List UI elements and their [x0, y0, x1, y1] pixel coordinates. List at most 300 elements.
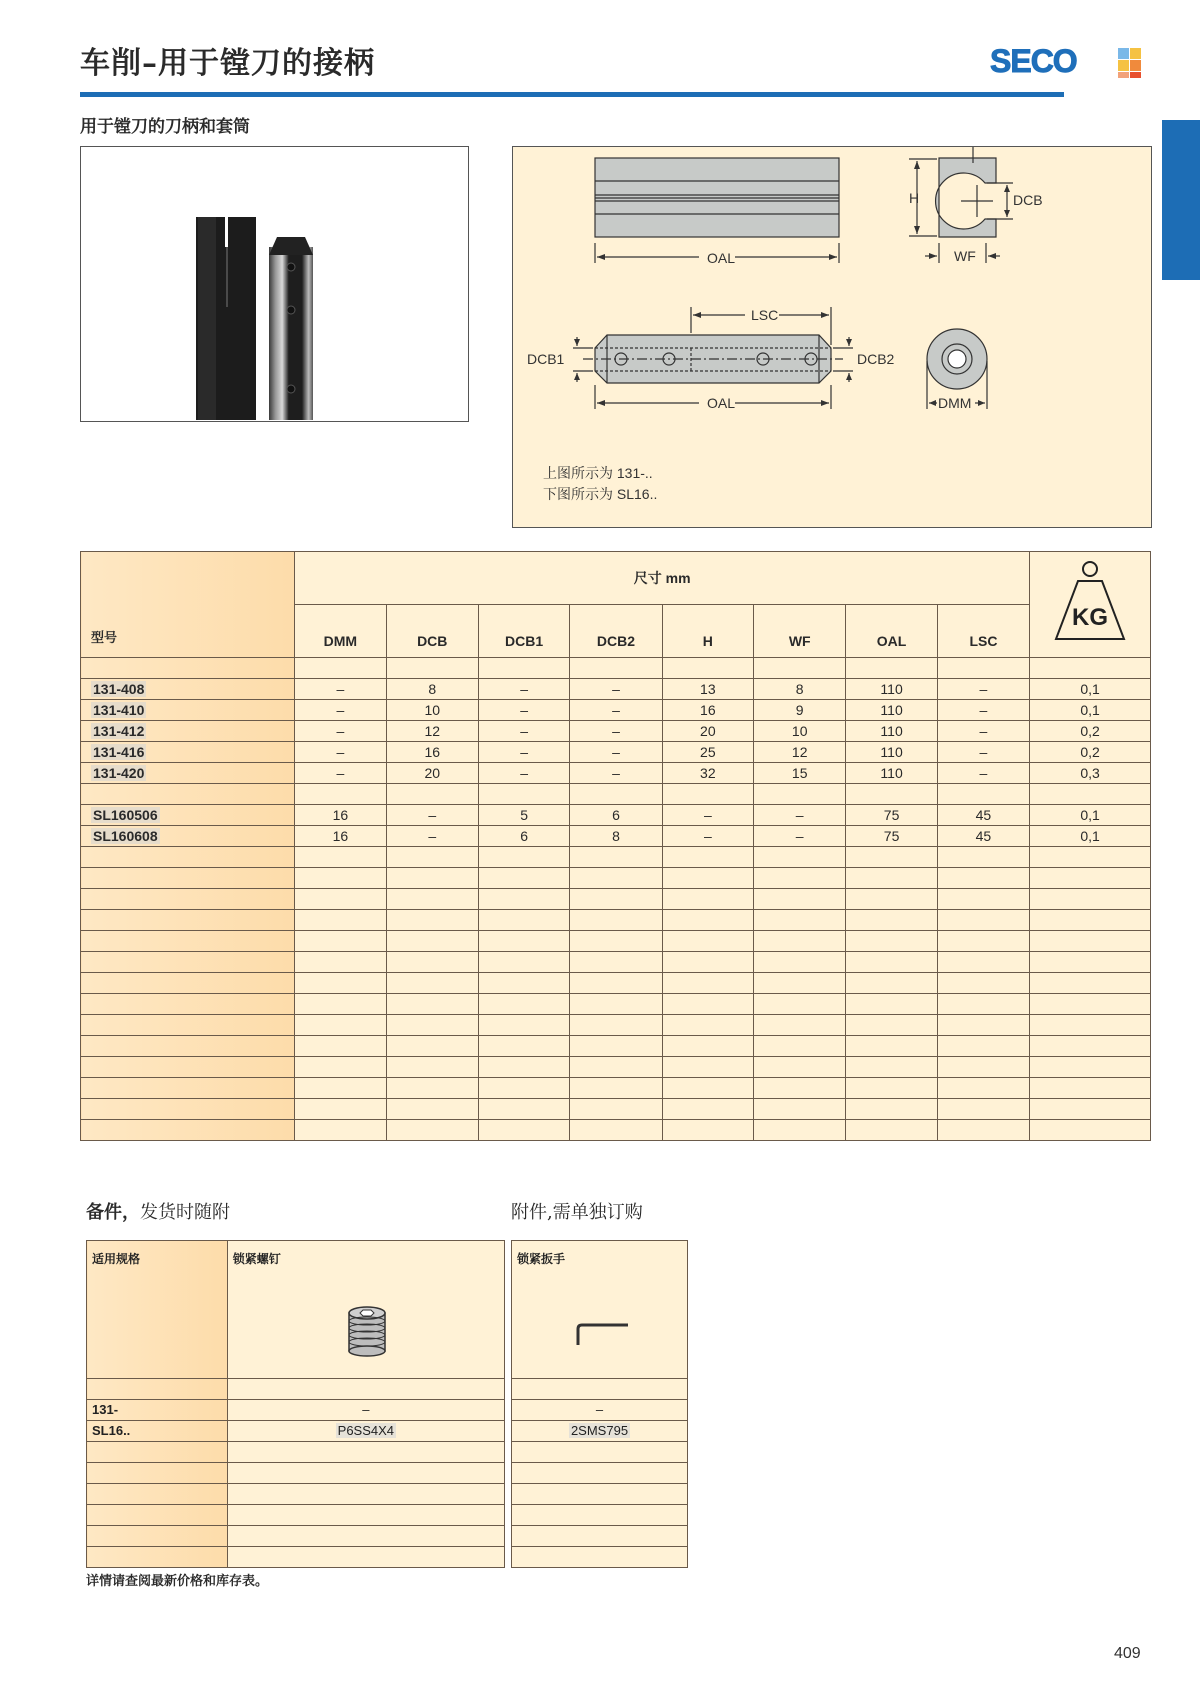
cell-lsc: [937, 973, 1029, 994]
cell-lsc: –: [937, 742, 1029, 763]
cell-wrench: [512, 1526, 688, 1547]
accessory-row-empty: [512, 1526, 688, 1547]
dim-label-oal: OAL: [707, 250, 736, 266]
cell-wf: [754, 952, 846, 973]
cell-dcb2: [570, 1078, 662, 1099]
cell-dcb2: –: [570, 679, 662, 700]
cell-dcb: –: [386, 805, 478, 826]
table-row-empty: [81, 910, 1151, 931]
cell-spec: SL16..: [87, 1421, 228, 1442]
cell-spec: [87, 1547, 228, 1568]
model-code: 131-410: [93, 702, 145, 718]
cell-oal: 110: [846, 742, 937, 763]
cell-weight: [1030, 847, 1151, 868]
cell-dcb1: –: [478, 763, 569, 784]
cell-wrench: [512, 1547, 688, 1568]
cell-spec: 131-: [87, 1400, 228, 1421]
wrench-code: 2SMS795: [570, 1423, 629, 1438]
cell-dcb1: [478, 1015, 569, 1036]
cell-model: [81, 1078, 295, 1099]
cell-dmm: [295, 1057, 386, 1078]
dim-label-oal-sleeve: OAL: [707, 395, 736, 411]
cell-dcb: [386, 994, 478, 1015]
table-row: [81, 721, 1151, 742]
spare-row-empty: [87, 1526, 505, 1547]
cell-screw: [227, 1442, 504, 1463]
cell-lsc: [937, 994, 1029, 1015]
cell-wf: [754, 1078, 846, 1099]
cell-h: [662, 658, 753, 679]
cell-dcb2: [570, 868, 662, 889]
cell-h: [662, 973, 753, 994]
cell-lsc: –: [937, 679, 1029, 700]
accessory-row-empty: [512, 1379, 688, 1400]
cell-spec: [87, 1442, 228, 1463]
table-row-empty: [81, 1099, 1151, 1120]
cell-h: 16: [662, 700, 753, 721]
technical-drawing: [512, 146, 1152, 528]
header-model: 型号: [81, 552, 295, 658]
col-header-wf: WF: [754, 605, 846, 658]
dim-label-dcb1: DCB1: [527, 351, 565, 367]
cell-h: [662, 994, 753, 1015]
cell-oal: 110: [846, 763, 937, 784]
cell-weight: [1030, 1015, 1151, 1036]
spare-parts-body: [87, 1379, 505, 1568]
cell-model: [81, 973, 295, 994]
cell-lsc: [937, 868, 1029, 889]
section-tab-marker: [1162, 120, 1200, 280]
cell-dmm: [295, 889, 386, 910]
dim-label-wf: WF: [954, 248, 976, 264]
spare-row: [87, 1421, 505, 1442]
cell-dmm: 16: [295, 805, 386, 826]
cell-dcb1: 5: [478, 805, 569, 826]
cell-weight: [1030, 952, 1151, 973]
cell-dmm: [295, 784, 386, 805]
cell-wf: [754, 847, 846, 868]
cell-oal: [846, 1057, 937, 1078]
cell-lsc: [937, 658, 1029, 679]
cell-weight: [1030, 889, 1151, 910]
cell-oal: [846, 952, 937, 973]
cell-oal: [846, 784, 937, 805]
cell-dcb2: –: [570, 721, 662, 742]
col-header-dcb: DCB: [386, 605, 478, 658]
cell-model: [81, 679, 295, 700]
cell-h: [662, 931, 753, 952]
cell-wf: 10: [754, 721, 846, 742]
screw-code: P6SS4X4: [337, 1423, 395, 1438]
cell-oal: [846, 973, 937, 994]
cell-model: [81, 868, 295, 889]
model-code: 131-416: [93, 744, 145, 760]
accessory-row-empty: [512, 1505, 688, 1526]
cell-oal: [846, 1036, 937, 1057]
cell-wrench: [512, 1505, 688, 1526]
cell-dcb: [386, 1015, 478, 1036]
cell-oal: [846, 889, 937, 910]
spare-parts-heading: [86, 1198, 230, 1224]
cell-dmm: [295, 868, 386, 889]
cell-spec: [87, 1484, 228, 1505]
page-title: 车削–用于镗刀的接柄: [80, 46, 375, 81]
cell-wf: [754, 973, 846, 994]
logo-square-icon: [1130, 48, 1141, 59]
cell-dcb2: –: [570, 700, 662, 721]
logo-square-icon: [1130, 60, 1141, 71]
cell-dcb2: [570, 658, 662, 679]
cell-oal: [846, 1099, 937, 1120]
cell-wf: [754, 994, 846, 1015]
cell-h: [662, 910, 753, 931]
cell-dcb: [386, 1099, 478, 1120]
weight-kg-icon: [1050, 559, 1130, 645]
cell-dcb: 10: [386, 700, 478, 721]
cell-oal: 110: [846, 721, 937, 742]
cell-oal: 75: [846, 805, 937, 826]
cell-dmm: [295, 994, 386, 1015]
drawing-caption-top: 上图所示为 131-..: [543, 465, 653, 481]
cell-wf: 15: [754, 763, 846, 784]
col-header-h: H: [662, 605, 753, 658]
logo-square-icon: [1118, 48, 1129, 59]
cell-h: [662, 784, 753, 805]
cell-wf: [754, 868, 846, 889]
cell-dcb2: 6: [570, 805, 662, 826]
cell-dcb: [386, 1036, 478, 1057]
accessory-row-empty: [512, 1547, 688, 1568]
cell-dmm: [295, 847, 386, 868]
cell-spec: [87, 1505, 228, 1526]
cell-dcb: 12: [386, 721, 478, 742]
cell-h: 25: [662, 742, 753, 763]
cell-dcb1: [478, 1099, 569, 1120]
accessories-body: [512, 1379, 688, 1568]
cell-dmm: 16: [295, 826, 386, 847]
cell-screw: [227, 1421, 504, 1442]
cell-dcb: [386, 784, 478, 805]
cell-dmm: –: [295, 679, 386, 700]
specs-table: [80, 551, 1151, 1141]
cell-model: [81, 742, 295, 763]
accessory-row: [512, 1421, 688, 1442]
cell-h: [662, 1057, 753, 1078]
cell-dcb2: [570, 973, 662, 994]
cell-weight: [1030, 784, 1151, 805]
cell-model: [81, 784, 295, 805]
cell-weight: 0,3: [1030, 763, 1151, 784]
cell-dcb1: [478, 868, 569, 889]
cell-h: 32: [662, 763, 753, 784]
cell-dcb1: [478, 847, 569, 868]
cell-lsc: [937, 910, 1029, 931]
spare-row-empty: [87, 1463, 505, 1484]
footnote: 详情请查阅最新价格和库存表。: [86, 1574, 269, 1589]
cell-lsc: 45: [937, 826, 1029, 847]
cell-dcb2: 8: [570, 826, 662, 847]
cell-wf: [754, 1036, 846, 1057]
screw-code: –: [362, 1402, 370, 1417]
cell-dmm: [295, 658, 386, 679]
cell-dmm: [295, 1078, 386, 1099]
title-rule: [80, 92, 1064, 97]
cell-screw: [227, 1505, 504, 1526]
cell-oal: [846, 931, 937, 952]
col-header-dcb1: DCB1: [478, 605, 569, 658]
accessory-row-empty: [512, 1484, 688, 1505]
cell-oal: [846, 994, 937, 1015]
cell-h: 20: [662, 721, 753, 742]
cell-lsc: [937, 1099, 1029, 1120]
cell-dcb1: [478, 889, 569, 910]
cell-model: [81, 1057, 295, 1078]
set-screw-icon: [347, 1305, 387, 1359]
table-row-empty: [81, 1057, 1151, 1078]
cell-weight: [1030, 1036, 1151, 1057]
cell-dcb1: [478, 784, 569, 805]
cell-h: [662, 1099, 753, 1120]
cell-spec: [87, 1379, 228, 1400]
cell-dmm: –: [295, 700, 386, 721]
cell-model: [81, 763, 295, 784]
cell-dcb2: [570, 1120, 662, 1141]
cell-dmm: [295, 1099, 386, 1120]
accessory-row-empty: [512, 1463, 688, 1484]
cell-h: [662, 1120, 753, 1141]
cell-dcb2: –: [570, 763, 662, 784]
section-subtitle: 用于镗刀的刀柄和套筒: [80, 117, 250, 137]
cell-model: [81, 952, 295, 973]
cell-weight: 0,1: [1030, 805, 1151, 826]
cell-dcb1: [478, 994, 569, 1015]
cell-dmm: [295, 1015, 386, 1036]
cell-lsc: [937, 1078, 1029, 1099]
cell-wrench: [512, 1421, 688, 1442]
cell-lsc: 45: [937, 805, 1029, 826]
cell-h: [662, 868, 753, 889]
cell-wf: [754, 1120, 846, 1141]
cell-spec: [87, 1463, 228, 1484]
cell-lsc: [937, 847, 1029, 868]
cell-h: [662, 1078, 753, 1099]
cell-dcb2: –: [570, 742, 662, 763]
cell-dcb: 16: [386, 742, 478, 763]
cell-dcb: [386, 868, 478, 889]
cell-lsc: [937, 1057, 1029, 1078]
cell-model: [81, 805, 295, 826]
cell-oal: 110: [846, 700, 937, 721]
cell-dcb: –: [386, 826, 478, 847]
cell-lsc: [937, 1015, 1029, 1036]
cell-model: [81, 931, 295, 952]
cell-lsc: [937, 1036, 1029, 1057]
cell-oal: [846, 910, 937, 931]
cell-dcb: [386, 658, 478, 679]
cell-model: [81, 910, 295, 931]
header-dimensions-group: [295, 552, 1030, 605]
cell-h: [662, 1015, 753, 1036]
spare-row-empty: [87, 1442, 505, 1463]
cell-weight: 0,1: [1030, 679, 1151, 700]
cell-model: [81, 1036, 295, 1057]
cell-lsc: [937, 784, 1029, 805]
table-row-empty: [81, 952, 1151, 973]
col-header-screw: [227, 1241, 504, 1379]
spare-row-empty: [87, 1379, 505, 1400]
cell-dcb1: [478, 973, 569, 994]
spare-row: [87, 1400, 505, 1421]
cell-dcb1: [478, 931, 569, 952]
cell-wf: [754, 1015, 846, 1036]
cell-oal: 110: [846, 679, 937, 700]
dim-label-dmm: DMM: [938, 395, 972, 411]
model-code: SL160608: [93, 828, 158, 844]
model-code: SL160506: [93, 807, 158, 823]
cell-dcb2: [570, 1015, 662, 1036]
logo-square-icon: [1118, 72, 1129, 78]
cell-dcb: [386, 973, 478, 994]
cell-weight: [1030, 1057, 1151, 1078]
accessory-row-empty: [512, 1442, 688, 1463]
col-header-wrench-label: 锁紧扳手: [517, 1252, 566, 1266]
cell-model: [81, 889, 295, 910]
cell-dcb: 8: [386, 679, 478, 700]
cell-oal: [846, 1015, 937, 1036]
cell-wf: [754, 1057, 846, 1078]
cell-model: [81, 658, 295, 679]
cell-lsc: [937, 889, 1029, 910]
cell-dcb2: [570, 847, 662, 868]
table-row-empty: [81, 1120, 1151, 1141]
cell-dcb2: [570, 784, 662, 805]
cell-weight: [1030, 910, 1151, 931]
cell-dmm: [295, 910, 386, 931]
cell-weight: [1030, 973, 1151, 994]
col-header-screw-label: 锁紧螺钉: [232, 1252, 281, 1266]
cell-dcb2: [570, 1099, 662, 1120]
accessories-table: [511, 1240, 688, 1568]
cell-model: [81, 1120, 295, 1141]
cell-dcb: 20: [386, 763, 478, 784]
cell-dcb1: [478, 910, 569, 931]
cell-dcb: [386, 1120, 478, 1141]
cell-dcb2: [570, 1057, 662, 1078]
cell-h: [662, 1036, 753, 1057]
accessories-heading: 附件,需单独订购: [511, 1202, 643, 1223]
cell-dcb1: 6: [478, 826, 569, 847]
cell-dcb1: –: [478, 742, 569, 763]
cell-dcb: [386, 910, 478, 931]
cell-lsc: [937, 952, 1029, 973]
cell-model: [81, 826, 295, 847]
cell-wf: 12: [754, 742, 846, 763]
cell-dcb: [386, 1057, 478, 1078]
product-photo: [80, 146, 469, 422]
cell-dcb: [386, 889, 478, 910]
cell-screw: [227, 1400, 504, 1421]
cell-dcb1: [478, 1036, 569, 1057]
cell-h: [662, 889, 753, 910]
cell-oal: 75: [846, 826, 937, 847]
dim-label-lsc: LSC: [751, 307, 779, 323]
spare-row-empty: [87, 1484, 505, 1505]
specs-table-body: [81, 658, 1151, 1141]
cell-oal: [846, 1078, 937, 1099]
header-weight: [1030, 552, 1151, 658]
table-row: [81, 763, 1151, 784]
cell-lsc: –: [937, 763, 1029, 784]
table-row-empty: [81, 931, 1151, 952]
table-row: [81, 700, 1151, 721]
cell-dcb1: –: [478, 700, 569, 721]
cell-oal: [846, 847, 937, 868]
col-header-dcb2: DCB2: [570, 605, 662, 658]
cell-screw: [227, 1526, 504, 1547]
cell-wrench: [512, 1442, 688, 1463]
cell-dcb: [386, 1078, 478, 1099]
spare-row-empty: [87, 1547, 505, 1568]
cell-dcb2: [570, 994, 662, 1015]
cell-wf: [754, 910, 846, 931]
model-code: 131-412: [93, 723, 145, 739]
cell-h: –: [662, 805, 753, 826]
table-row: [81, 742, 1151, 763]
spare-parts-table: [86, 1240, 505, 1568]
cell-wf: 9: [754, 700, 846, 721]
cell-dcb: [386, 931, 478, 952]
table-row-empty: [81, 658, 1151, 679]
seco-logo: [990, 43, 1150, 79]
table-row-empty: [81, 784, 1151, 805]
cell-oal: [846, 1120, 937, 1141]
cell-model: [81, 847, 295, 868]
cell-lsc: –: [937, 700, 1029, 721]
cell-lsc: [937, 1120, 1029, 1141]
cell-wf: –: [754, 826, 846, 847]
cell-dcb2: [570, 910, 662, 931]
cell-wrench: [512, 1463, 688, 1484]
dim-label-dcb2: DCB2: [857, 351, 895, 367]
cell-oal: [846, 658, 937, 679]
header-dimensions-label: 尺寸 mm: [633, 570, 691, 586]
cell-model: [81, 700, 295, 721]
col-header-spec: 适用规格: [87, 1241, 228, 1379]
table-row-empty: [81, 1015, 1151, 1036]
cell-wf: [754, 889, 846, 910]
wrench-code: –: [595, 1402, 604, 1417]
cell-wrench: [512, 1484, 688, 1505]
cell-weight: [1030, 868, 1151, 889]
cell-dcb1: [478, 1120, 569, 1141]
cell-weight: 0,2: [1030, 721, 1151, 742]
cell-wf: –: [754, 805, 846, 826]
cell-weight: [1030, 1078, 1151, 1099]
table-row-empty: [81, 994, 1151, 1015]
cell-weight: 0,1: [1030, 826, 1151, 847]
cell-model: [81, 1099, 295, 1120]
cell-dmm: –: [295, 742, 386, 763]
brand-name: SECO: [990, 43, 1077, 79]
page-number: 409: [1114, 1645, 1141, 1662]
cell-dcb: [386, 847, 478, 868]
cell-weight: 0,2: [1030, 742, 1151, 763]
cell-wf: 8: [754, 679, 846, 700]
table-row: [81, 679, 1151, 700]
spare-row-empty: [87, 1505, 505, 1526]
cell-weight: [1030, 658, 1151, 679]
cell-weight: [1030, 1120, 1151, 1141]
